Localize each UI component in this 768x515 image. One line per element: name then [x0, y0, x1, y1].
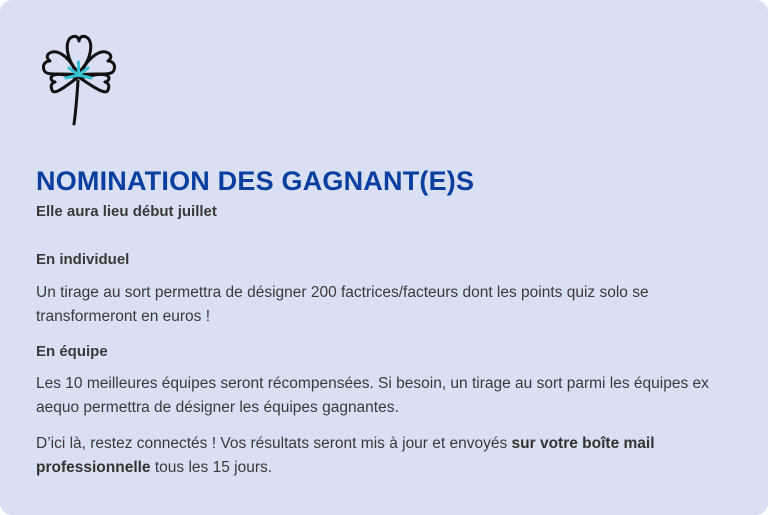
subtitle: Elle aura lieu début juillet	[36, 203, 217, 220]
clover-icon	[36, 32, 126, 128]
page-title: NOMINATION DES GAGNANT(E)S	[36, 166, 475, 196]
section-text-individual: Un tirage au sort permettra de désigner 200 factrices/facteurs dont les points quiz solo se transformeront en euros !	[36, 284, 649, 325]
section-heading-individual: En individuel	[36, 251, 130, 268]
closing-paragraph	[36, 432, 736, 480]
closing-text-after: tous les 15 jours.	[150, 459, 273, 476]
section-text-team: Les 10 meilleures équipes seront récompensées. Si besoin, un tirage au sort parmi les équipes ex aequo permettra de désigner les équipes gagnantes.	[36, 375, 709, 416]
section-heading-team: En équipe	[36, 343, 108, 360]
closing-text-bold: sur votre boîte mail professionnelle	[36, 435, 655, 476]
closing-text-before: D’ici là, restez connectés ! Vos résultats seront mis à jour et envoyés	[36, 435, 512, 452]
